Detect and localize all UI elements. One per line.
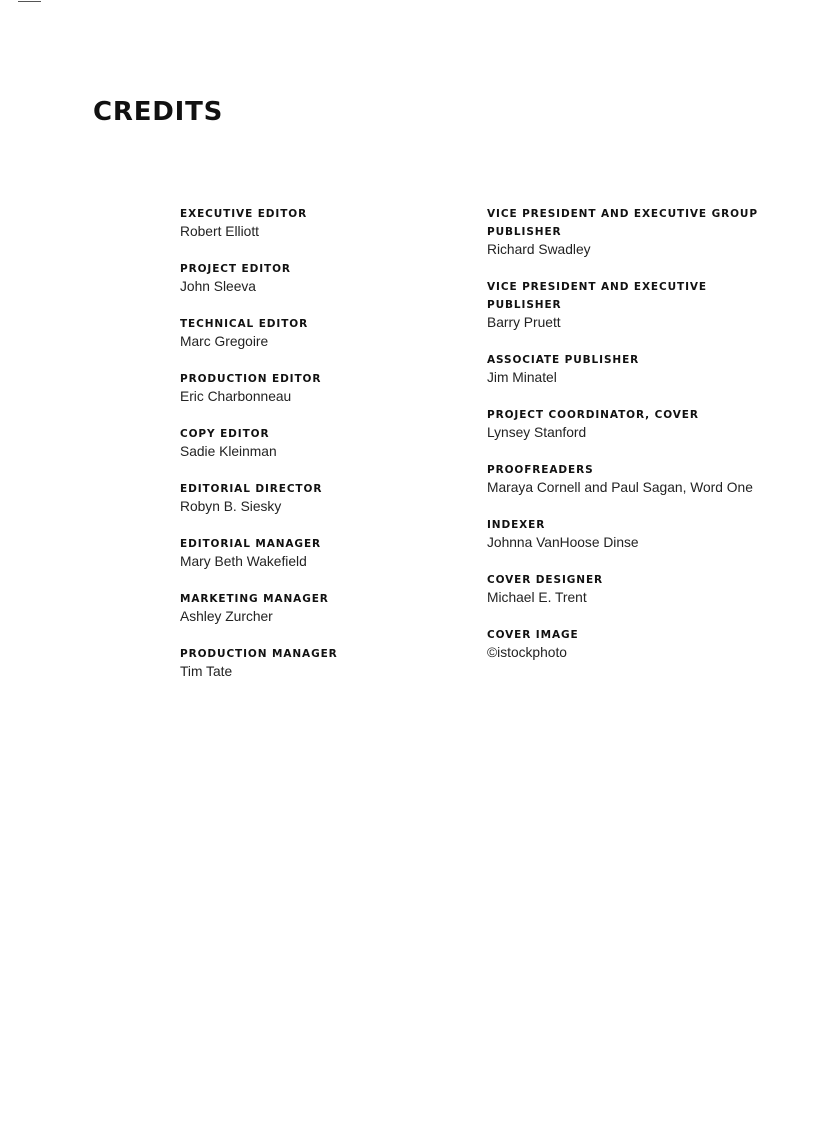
credit-role: ASSOCIATE PUBLISHER <box>487 354 640 366</box>
credit-role: PRODUCTION MANAGER <box>180 648 338 660</box>
credit-entry <box>487 205 777 259</box>
credit-name: Sadie Kleinman <box>180 444 277 459</box>
credit-role: PROOFREADERS <box>487 464 594 476</box>
credit-entry <box>487 406 777 442</box>
corner-rule <box>18 1 41 2</box>
credit-role: COVER DESIGNER <box>487 574 604 586</box>
credit-role: PRODUCTION EDITOR <box>180 373 322 385</box>
credit-entry <box>487 461 777 497</box>
credit-name: Johnna VanHoose Dinse <box>487 535 639 550</box>
credit-role: EDITORIAL MANAGER <box>180 538 322 550</box>
credit-name: ©istockphoto <box>487 645 567 660</box>
credit-name: Marc Gregoire <box>180 334 269 349</box>
credit-role: TECHNICAL EDITOR <box>180 318 309 330</box>
credit-entry <box>180 535 470 571</box>
credit-name: Robert Elliott <box>180 224 259 239</box>
credit-entry <box>487 278 777 332</box>
credit-name: Eric Charbonneau <box>180 389 292 404</box>
credit-entry <box>180 370 470 406</box>
credit-name: Barry Pruett <box>487 315 561 330</box>
credit-entry <box>180 315 470 351</box>
credit-role: VICE PRESIDENT AND EXECUTIVE PUBLISHER <box>487 281 708 311</box>
credit-entry <box>180 205 470 241</box>
credit-entry <box>180 260 470 296</box>
credit-name: Maraya Cornell and Paul Sagan, Word One <box>487 480 753 495</box>
credit-role: PROJECT COORDINATOR, COVER <box>487 409 699 421</box>
credit-role: VICE PRESIDENT AND EXECUTIVE GROUP PUBLISHER <box>487 208 758 238</box>
credit-name: John Sleeva <box>180 279 256 294</box>
credit-entry <box>487 351 777 387</box>
credit-entry <box>180 645 470 681</box>
credit-entry <box>180 425 470 461</box>
credit-name: Tim Tate <box>180 664 233 679</box>
credit-name: Mary Beth Wakefield <box>180 554 307 569</box>
credit-name: Jim Minatel <box>487 370 557 385</box>
credit-role: MARKETING MANAGER <box>180 593 329 605</box>
credit-name: Ashley Zurcher <box>180 609 273 624</box>
credits-left-column <box>180 205 470 700</box>
credit-entry <box>487 571 777 607</box>
credit-role: COPY EDITOR <box>180 428 270 440</box>
credit-name: Richard Swadley <box>487 242 591 257</box>
credit-entry <box>180 480 470 516</box>
credit-role: INDEXER <box>487 519 546 531</box>
page-title: CREDITS <box>93 97 224 127</box>
credit-entry <box>180 590 470 626</box>
credit-role: EXECUTIVE EDITOR <box>180 208 308 220</box>
credits-right-column <box>487 205 777 681</box>
credit-entry <box>487 516 777 552</box>
credit-name: Lynsey Stanford <box>487 425 587 440</box>
credit-entry <box>487 626 777 662</box>
credit-name: Michael E. Trent <box>487 590 587 605</box>
credit-role: PROJECT EDITOR <box>180 263 291 275</box>
credit-role: COVER IMAGE <box>487 629 579 641</box>
credit-role: EDITORIAL DIRECTOR <box>180 483 323 495</box>
credit-name: Robyn B. Siesky <box>180 499 282 514</box>
